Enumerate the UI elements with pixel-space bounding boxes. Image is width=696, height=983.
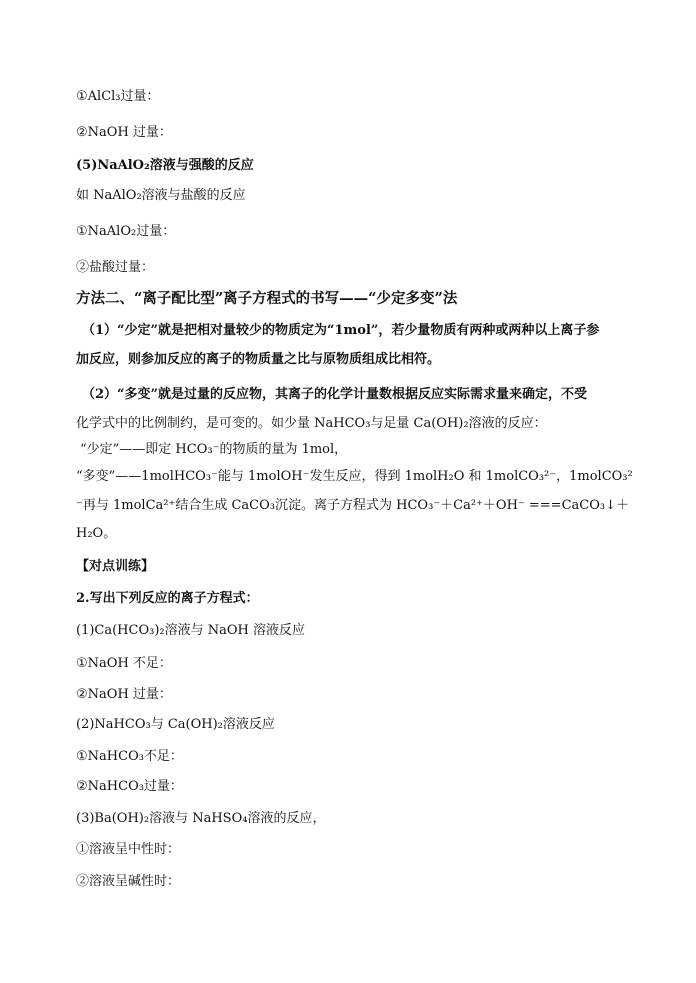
question-2-part-3-b: ②溶液呈碱性时： [76,874,181,889]
paragraph-2-line-2: 化学式中的比例制约，是可变的。如少量 NaHCO₃与足量 Ca(OH)₂溶液的反应： [76,416,547,431]
case-alcl3-excess: ①AlCl₃过量： [76,89,160,104]
question-2-part-3-a: ①溶液呈中性时： [76,842,181,857]
method-two-heading: 方法二、“离子配比型”离子方程式的书写——“少定多变”法 [76,290,458,307]
paragraph-2-line-1: （2）“多变”就是过量的反应物，其离子的化学计量数根据反应实际需求量来确定，不受 [82,387,588,402]
example-line: 如 NaAlO₂溶液与盐酸的反应 [76,188,246,203]
question-2-part-2-a: ①NaHCO₃不足： [76,749,183,764]
case-naoh-excess: ②NaOH 过量： [76,125,172,140]
question-2-part-3: (3)Ba(OH)₂溶液与 NaHSO₄溶液的反应， [76,811,326,826]
case-naalo2-excess: ①NaAlO₂过量： [76,224,176,239]
case-hcl-excess: ②盐酸过量： [76,260,155,275]
practice-heading: 【对点训练】 [76,559,155,574]
paragraph-5: ⁻再与 1molCa²⁺结合生成 CaCO₃沉淀。离子方程式为 HCO₃⁻＋Ca²⁺＋OH⁻ ===CaCO₃↓＋ [76,498,629,513]
paragraph-1-line-1: （1）“少定”就是把相对量较少的物质定为“1mol”，若少量物质有两种或两种以上离子参 [82,323,600,338]
question-2-part-1-a: ①NaOH 不足： [76,656,172,671]
section-5-heading: (5)NaAlO₂溶液与强酸的反应 [76,158,254,173]
question-2-part-1: (1)Ca(HCO₃)₂溶液与 NaOH 溶液反应 [76,623,306,638]
question-2-part-2: (2)NaHCO₃与 Ca(OH)₂溶液反应 [76,717,275,732]
paragraph-6: H₂O。 [76,526,117,541]
question-2-part-2-b: ②NaHCO₃过量： [76,779,183,794]
paragraph-1-line-2: 加反应，则参加反应的离子的物质量之比与原物质组成比相符。 [76,352,441,367]
paragraph-4: “多变”——1molHCO₃⁻能与 1molOH⁻发生反应，得到 1molH₂O 和 1molCO₃²⁻，1molCO₃² [76,469,633,484]
question-2: 2.写出下列反应的离子方程式： [76,591,259,606]
question-2-part-1-b: ②NaOH 过量： [76,687,172,702]
paragraph-3: “少定”——即定 HCO₃⁻的物质的量为 1mol， [80,442,348,457]
